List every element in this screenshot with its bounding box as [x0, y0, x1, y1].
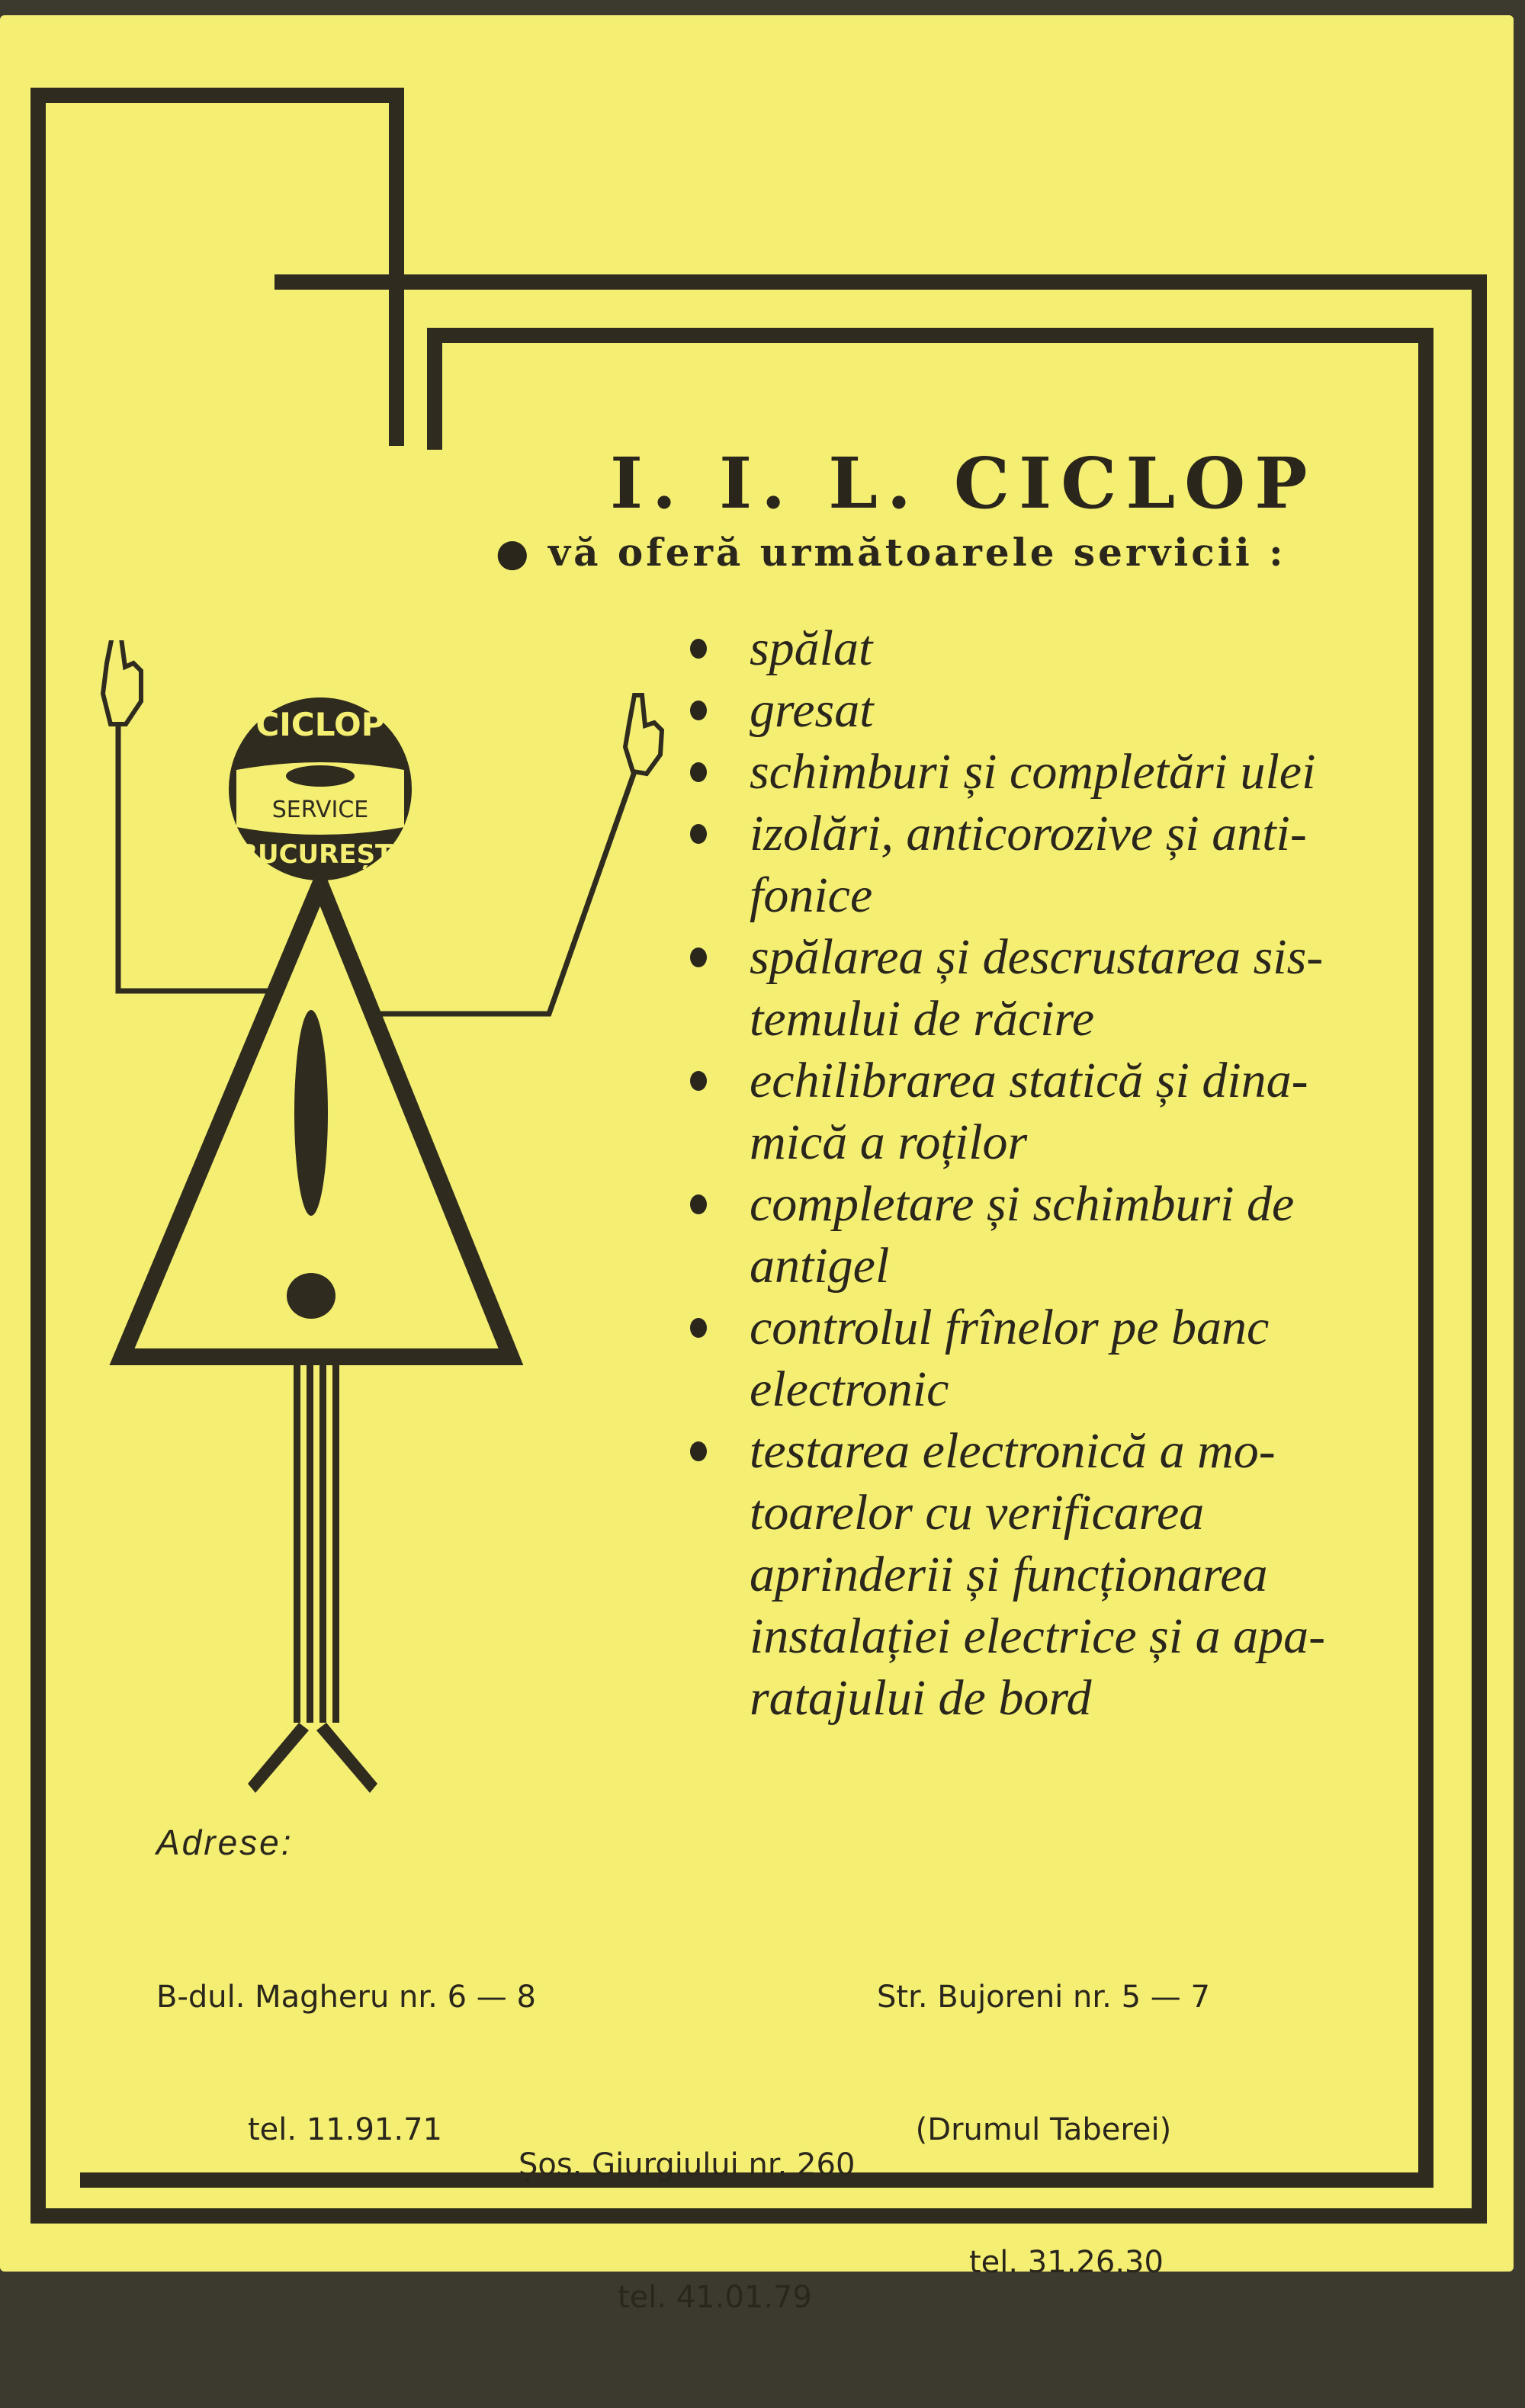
- frame-outer-top: [30, 88, 404, 103]
- address-block-magheru: [156, 1887, 536, 2240]
- service-item: schimburi și completări ulei: [690, 741, 1392, 803]
- badge-text-bottom: BUCUREȘTI: [238, 839, 403, 870]
- service-item: spălarea și descrustarea sis-temului de răcire: [690, 926, 1392, 1050]
- brochure-page: [0, 15, 1514, 2315]
- address-block-bujoreni: [877, 1887, 1210, 2373]
- right-hand-icon: [625, 695, 662, 774]
- service-item: gresat: [690, 679, 1392, 741]
- ciclop-badge-icon: [229, 697, 412, 880]
- frame-bar-top: [274, 274, 1487, 290]
- address-phone: tel. 31.26.30: [968, 2245, 1164, 2280]
- address-street: Str. Bujoreni nr. 5 — 7: [877, 1980, 1210, 2015]
- frame-inner-right: [1418, 328, 1434, 2188]
- frame-outer-left: [30, 88, 46, 2222]
- service-item: echilibrarea statică și dina-mică a roților: [690, 1050, 1392, 1173]
- frame-hook-right: [389, 88, 404, 446]
- badge-text-middle: SERVICE: [271, 797, 369, 823]
- exclamation-dot-icon: [287, 1273, 336, 1319]
- frame-inner-left: [427, 328, 442, 450]
- service-item: completare și schimburi de antigel: [690, 1173, 1392, 1297]
- address-street: Șos. Giurgiului nr. 260: [518, 2147, 856, 2182]
- address-area: (Drumul Taberei): [915, 2112, 1172, 2147]
- exclamation-bar-icon: [294, 1010, 328, 1216]
- addresses-label: Adrese:: [156, 1823, 294, 1862]
- frame-bar-right: [1472, 274, 1487, 2224]
- address-block-giurgiului: [518, 2054, 855, 2408]
- services-intro: ● vă oferă următoarele servicii :: [496, 530, 1286, 575]
- service-item: spălat: [690, 617, 1392, 679]
- address-street: B-dul. Magheru nr. 6 — 8: [156, 1980, 536, 2015]
- mascot-illustration: [99, 640, 679, 1829]
- service-item: izolări, anticorozive și anti-fonice: [690, 803, 1392, 926]
- badge-text-top: CICLOP: [255, 706, 385, 743]
- service-item: testarea electronică a mo-toarelor cu verificarea aprinderii și funcționarea instalației electrice și a apa-ratajului de bord: [690, 1420, 1392, 1729]
- frame-inner-top: [427, 328, 1434, 343]
- left-hand-icon: [103, 640, 141, 724]
- address-phone: tel. 11.91.71: [248, 2112, 442, 2147]
- service-item: controlul frînelor pe banc electronic: [690, 1297, 1392, 1420]
- address-phone: tel. 41.01.79: [618, 2280, 812, 2315]
- services-list: [690, 617, 1392, 1729]
- legs-icon: [248, 1364, 377, 1793]
- company-title: I. I. L. CICLOP: [610, 442, 1317, 524]
